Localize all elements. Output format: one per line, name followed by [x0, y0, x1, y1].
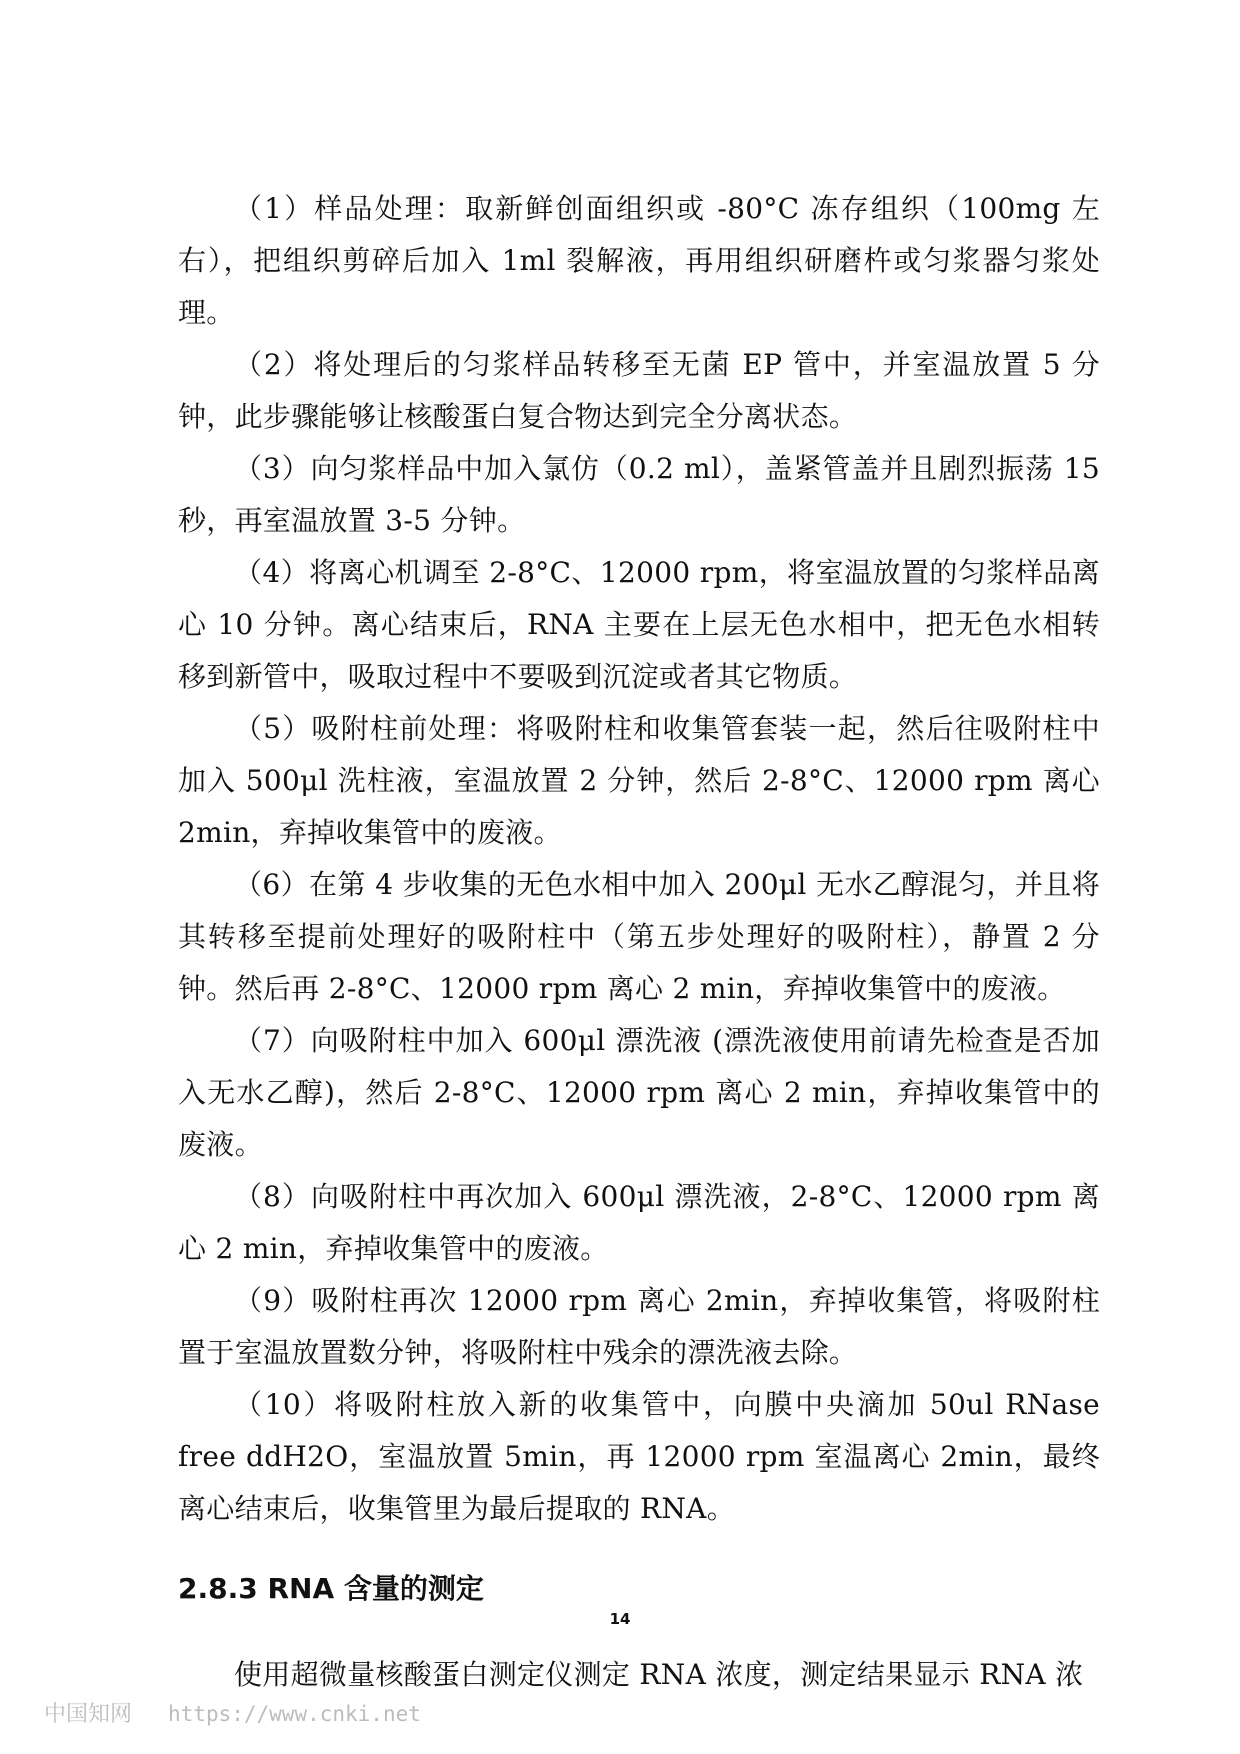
watermark-url: https://www.cnki.net	[168, 1702, 421, 1726]
paragraph-step-4: （4）将离心机调至 2-8°C、12000 rpm，将室温放置的匀浆样品离心 10 分钟。离心结束后，RNA 主要在上层无色水相中，把无色水相转移到新管中，吸取过程中不要吸到沉淀或者其它物质。	[178, 556, 1100, 693]
section-heading: 2.8.3 RNA 含量的测定	[178, 1572, 484, 1605]
paragraph-step-1: （1）样品处理：取新鲜创面组织或 -80°C 冻存组织（100mg 左右），把组织剪碎后加入 1ml 裂解液，再用组织研磨杵或匀浆器匀浆处理。	[178, 192, 1100, 329]
paragraph-step-3: （3）向匀浆样品中加入氯仿（0.2 ml），盖紧管盖并且剧烈振荡 15 秒，再室温放置 3-5 分钟。	[178, 452, 1100, 537]
watermark-logo-text: 中国知网	[44, 1702, 133, 1727]
paragraph-step-8: （8）向吸附柱中再次加入 600μl 漂洗液，2-8°C、12000 rpm 离心 2 min，弃掉收集管中的废液。	[178, 1180, 1100, 1265]
paragraph-step-6: （6）在第 4 步收集的无色水相中加入 200μl 无水乙醇混匀，并且将其转移至提前处理好的吸附柱中（第五步处理好的吸附柱），静置 2 分钟。然后再 2-8°C、12000 rpm 离心 2 min，弃掉收集管中的废液。	[178, 868, 1100, 1005]
cnki-watermark	[44, 1697, 421, 1728]
closing-paragraph: 使用超微量核酸蛋白测定仪测定 RNA 浓度，测定结果显示 RNA 浓	[234, 1658, 1084, 1691]
paragraph-step-10: （10）将吸附柱放入新的收集管中，向膜中央滴加 50ul RNase free ddH2O，室温放置 5min，再 12000 rpm 室温离心 2min，最终离心结束后，收集管里为最后提取的 RNA。	[178, 1388, 1100, 1525]
paragraph-step-9: （9）吸附柱再次 12000 rpm 离心 2min，弃掉收集管，将吸附柱置于室温放置数分钟，将吸附柱中残余的漂洗液去除。	[178, 1284, 1100, 1369]
paragraph-step-5: （5）吸附柱前处理：将吸附柱和收集管套装一起，然后往吸附柱中加入 500μl 洗柱液，室温放置 2 分钟，然后 2-8°C、12000 rpm 离心 2min，弃掉收集管中的废液。	[178, 712, 1100, 849]
paragraph-step-2: （2）将处理后的匀浆样品转移至无菌 EP 管中，并室温放置 5 分钟，此步骤能够让核酸蛋白复合物达到完全分离状态。	[178, 348, 1100, 433]
paragraph-step-7: （7）向吸附柱中加入 600μl 漂洗液 (漂洗液使用前请先检查是否加入无水乙醇)，然后 2-8°C、12000 rpm 离心 2 min，弃掉收集管中的废液。	[178, 1024, 1100, 1161]
page-content	[178, 183, 1100, 1701]
page-number: 14	[609, 1610, 631, 1628]
